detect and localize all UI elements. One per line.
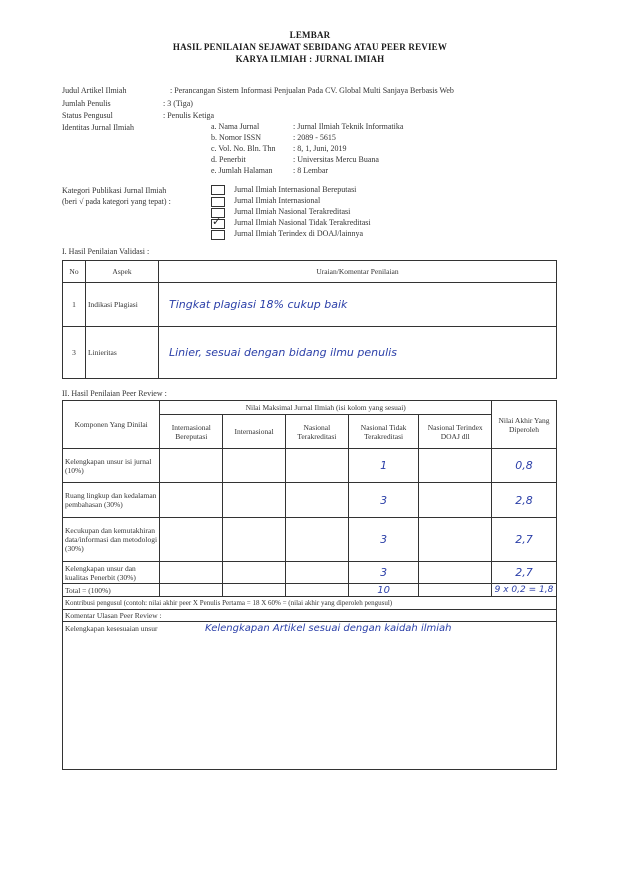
table-row [63,562,557,584]
peer-komponen: Kelengkapan unsur isi jurnal (10%) [63,449,160,483]
jurnal-issn-value: : 2089 - 5615 [293,133,336,142]
peer-col-komponen: Komponen Yang Dinilai [63,401,160,449]
jurnal-nama-label: a. Nama Jurnal [211,122,260,131]
jumlah-value: : 3 (Tiga) [163,99,193,108]
peer-max-value: 3 [348,483,419,518]
jurnal-vol-value: : 8, 1, Juni, 2019 [293,144,347,153]
table-row [63,518,557,562]
peer-akhir-value: 0,8 [491,449,556,483]
jurnal-issn-label: b. Nomor ISSN [211,133,262,142]
validasi-komentar: Tingkat plagiasi 18% cukup baik [159,283,557,327]
kategori-label: Kategori Publikasi Jurnal Ilmiah [62,186,167,195]
status-value: : Penulis Ketiga [163,111,215,120]
identitas-label: Identitas Jurnal Ilmiah [62,123,134,132]
doc-title-line3: KARYA ILMIAH : JURNAL IMIAH [235,54,385,64]
peer-max-value: 3 [348,518,419,562]
peer-col-nilai-max: Nilai Maksimal Jurnal Ilmiah (isi kolom yang sesuai) [160,401,492,415]
validasi-table [62,260,557,379]
kategori-checkbox-5[interactable] [211,230,225,240]
judul-label: Judul Artikel Ilmiah [62,86,127,95]
kategori-checkbox-2[interactable] [211,197,225,207]
peer-akhir-value: 2,8 [491,483,556,518]
kelengkapan-text: Kelengkapan Artikel sesuai dengan kaidah ilmiah [205,623,452,634]
doc-title-line1: LEMBAR [289,30,331,40]
table-row [63,584,557,597]
peer-komponen: Kecukupan dan kemutakhiran data/informasi dan metodologi (30%) [63,518,160,562]
peer-komponen: Ruang lingkup dan kedalaman pembahasan (30%) [63,483,160,518]
jurnal-vol-label: c. Vol. No. Bln. Thn [211,144,276,153]
validasi-col-uraian: Uraian/Komentar Penilaian [159,261,557,283]
jurnal-penerbit-value: : Universitas Mercu Buana [293,155,379,164]
peer-total-akhir: 9 x 0,2 = 1,8 [491,584,556,597]
jumlah-label: Jumlah Penulis [62,99,111,108]
peer-subcol: Nasional Terindex DOAJ dll [419,415,492,449]
peer-subcol: Internasional [223,415,286,449]
jurnal-halaman-label: e. Jumlah Halaman [211,166,273,175]
peer-subcol: Internasional Bereputasi [160,415,223,449]
peer-max-value: 3 [348,562,419,584]
kategori-option-4: Jurnal Ilmiah Nasional Tidak Terakreditasi [234,218,371,227]
peer-col-nilai-akhir: Nilai Akhir Yang Diperoleh [491,401,556,449]
peer-komentar-label: Komentar Ulasan Peer Review : [63,610,557,622]
validasi-aspek: Linieritas [86,327,159,379]
validasi-heading: I. Hasil Penilaian Validasi : [62,247,150,256]
doc-title-line2: HASIL PENILAIAN SEJAWAT SEBIDANG ATAU PEER REVIEW [172,42,448,52]
peer-akhir-value: 2,7 [491,518,556,562]
peer-akhir-value: 2,7 [491,562,556,584]
kelengkapan-label: Kelengkapan kesesuaian unsur [65,624,158,633]
kategori-option-5: Jurnal Ilmiah Terindex di DOAJ/lainnya [234,229,364,238]
peer-total-max: 10 [348,584,419,597]
peer-subcol: Nasional Tidak Terakreditasi [348,415,419,449]
peer-komponen: Kelengkapan unsur dan kualitas Penerbit (30%) [63,562,160,584]
peer-max-value: 1 [348,449,419,483]
table-row [63,449,557,483]
peer-table [62,400,557,770]
table-row [63,283,557,327]
kategori-option-3: Jurnal Ilmiah Nasional Terakreditasi [234,207,351,216]
table-row [63,327,557,379]
checkmark-icon: ✓ [212,216,222,228]
judul-value: : Perancangan Sistem Informasi Penjualan Pada CV. Global Multi Sanjaya Berbasis Web [170,86,454,95]
kategori-instruction: (beri √ pada kategori yang tepat) : [62,197,171,206]
peer-total-label: Total = (100%) [63,584,160,597]
kategori-option-1: Jurnal Ilmiah Internasional Bereputasi [234,185,357,194]
jurnal-halaman-value: : 8 Lembar [293,166,329,175]
status-label: Status Pengusul [62,111,113,120]
validasi-no: 3 [63,327,86,379]
table-row [63,483,557,518]
validasi-aspek: Indikasi Plagiasi [86,283,159,327]
peer-subcol: Nasional Terakreditasi [285,415,348,449]
kategori-option-2: Jurnal Ilmiah Internasional [234,196,321,205]
validasi-col-no: No [63,261,86,283]
validasi-komentar: Linier, sesuai dengan bidang ilmu penulis [159,327,557,379]
peer-kontribusi: Kontribusi pengusul (contoh: nilai akhir peer X Penulis Pertama = 18 X 60% = (nilai akhir yang diperoleh pengusul) [63,597,557,610]
jurnal-penerbit-label: d. Penerbit [211,155,246,164]
validasi-no: 1 [63,283,86,327]
validasi-col-aspek: Aspek [86,261,159,283]
peer-heading: II. Hasil Penilaian Peer Review : [62,389,167,398]
jurnal-nama-value: : Jurnal Ilmiah Teknik Informatika [293,122,404,131]
kategori-checkbox-1[interactable] [211,185,225,195]
